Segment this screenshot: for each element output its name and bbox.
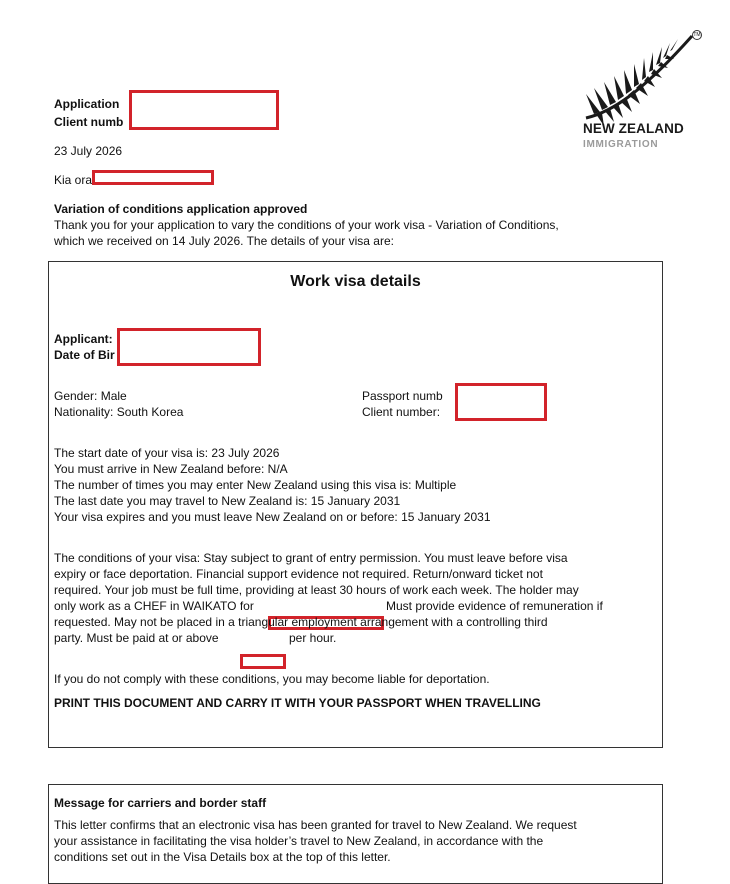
- dob-label: Date of Bir: [54, 348, 115, 362]
- arrive-before: You must arrive in New Zealand before: N/A: [54, 462, 288, 476]
- carrier-line-1: This letter confirms that an electronic visa has been granted for travel to New Zealand. We request: [54, 818, 577, 832]
- nz-immigration-logo: [582, 30, 712, 155]
- conditions-line-4b: Must provide evidence of remuneration if: [386, 599, 603, 613]
- intro-line-2: which we received on 14 July 2026. The details of your visa are:: [54, 234, 394, 248]
- applicant-label: Applicant:: [54, 332, 113, 346]
- visa-box-title: Work visa details: [290, 273, 421, 290]
- redaction-box: [240, 654, 286, 669]
- redaction-box: [117, 328, 261, 366]
- letter-date: 23 July 2026: [54, 144, 123, 158]
- redaction-box: [129, 90, 279, 130]
- application-number-label: Application: [54, 97, 120, 111]
- gender-field: Gender: Male: [54, 389, 127, 403]
- carrier-line-3: conditions set out in the Visa Details box at the top of this letter.: [54, 850, 391, 864]
- intro-line-1: Thank you for your application to vary the conditions of your work visa - Variation of Conditions,: [54, 218, 559, 232]
- conditions-line-2: expiry or face deportation. Financial support evidence not required. Return/onward ticket not: [54, 567, 543, 581]
- logo-agency: IMMIGRATION: [583, 139, 659, 150]
- visa-client-number-label: Client number:: [362, 405, 441, 419]
- conditions-line-5: requested. May not be placed in a triangular employment arrangement with a controlling third: [54, 615, 548, 629]
- trademark-mark: TM: [693, 32, 701, 38]
- conditions-line-4a: only work as a CHEF in WAIKATO for: [54, 599, 254, 613]
- print-notice: PRINT THIS DOCUMENT AND CARRY IT WITH YOUR PASSPORT WHEN TRAVELLING: [54, 696, 541, 710]
- number-of-entries: The number of times you may enter New Zealand using this visa is: Multiple: [54, 478, 457, 492]
- passport-number-label: Passport numb: [362, 389, 443, 403]
- conditions-line-1: The conditions of your visa: Stay subject to grant of entry permission. You must leave before visa: [54, 551, 568, 565]
- nationality-field: Nationality: South Korea: [54, 405, 184, 419]
- client-number-label: Client numb: [54, 115, 124, 129]
- carrier-box-title: Message for carriers and border staff: [54, 796, 267, 810]
- conditions-line-6b: per hour.: [289, 631, 337, 645]
- redaction-box: [92, 170, 214, 185]
- last-travel-date: The last date you may travel to New Zealand is: 15 January 2031: [54, 494, 401, 508]
- visa-start-date: The start date of your visa is: 23 July 2026: [54, 446, 280, 460]
- redaction-box: [455, 383, 547, 421]
- logo-country: NEW ZEALAND: [583, 121, 684, 136]
- deportation-warning: If you do not comply with these conditions, you may become liable for deportation.: [54, 672, 490, 686]
- conditions-line-3: required. Your job must be full time, providing at least 30 hours of work each week. The holder may: [54, 583, 579, 597]
- silver-fern-icon: [582, 34, 700, 126]
- visa-expiry: Your visa expires and you must leave New Zealand on or before: 15 January 2031: [54, 510, 491, 524]
- letter-heading: Variation of conditions application approved: [54, 202, 308, 216]
- carrier-line-2: your assistance in facilitating the visa holder’s travel to New Zealand, in accordance with the: [54, 834, 544, 848]
- conditions-line-6a: party. Must be paid at or above: [54, 631, 219, 645]
- greeting: Kia ora: [54, 173, 93, 187]
